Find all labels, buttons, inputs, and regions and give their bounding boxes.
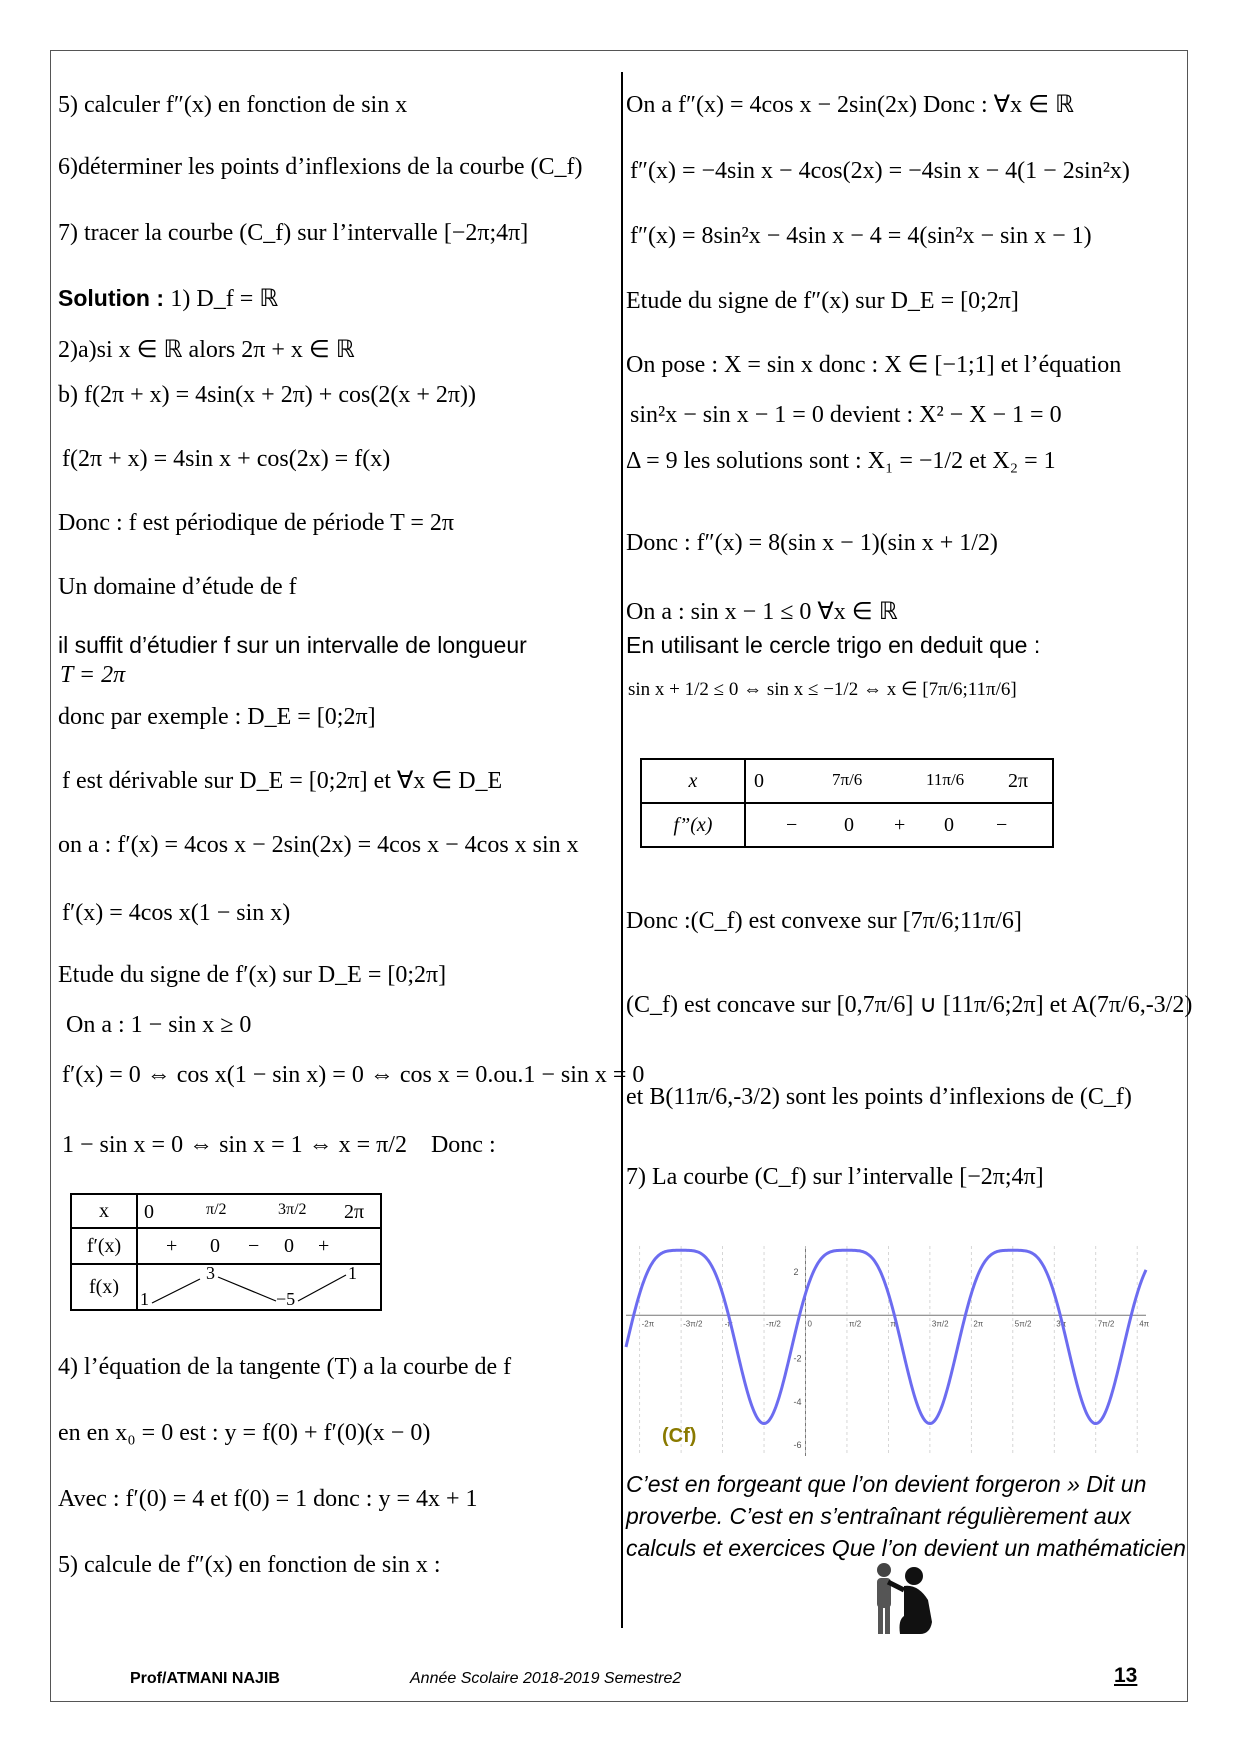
derivative-calc: on a : f′(x) = 4cos x − 2sin(2x) = 4cos x − 4cos x sin x: [58, 832, 579, 858]
x-tick-label: π/2: [848, 1319, 862, 1329]
t2-x-11pi6: 11π/6: [926, 770, 965, 789]
student-teacher-icon: [870, 1560, 940, 1638]
t1-x-3pi2: 3π/2: [278, 1201, 307, 1218]
y-tick-label: -6: [793, 1440, 802, 1451]
x-tick-label: 5π/2: [1014, 1319, 1032, 1329]
curve-chart: [626, 1246, 1150, 1456]
t2-header-x: x: [641, 759, 745, 803]
x-tick-label: 4π: [1139, 1319, 1150, 1329]
t2-fpp-values: [745, 803, 1053, 847]
y-tick-label: -2: [793, 1353, 802, 1364]
t1-x-0: 0: [144, 1201, 154, 1223]
r-line-8: Donc : f″(x) = 8(sin x − 1)(sin x + 1/2): [626, 530, 998, 556]
t1-fprime-values: [137, 1228, 381, 1264]
r-line-9: On a : sin x − 1 ≤ 0 ∀x ∈ ℝ: [626, 599, 898, 625]
suffit-line: il suffit d’étudier f sur un intervalle de longueur: [58, 632, 527, 658]
arrow-decreasing: [218, 1277, 276, 1301]
t2-sign-minus-1: −: [786, 814, 798, 836]
x-tick-label: -3π/2: [683, 1319, 703, 1329]
t2-x-0: 0: [754, 770, 764, 792]
donc-label: Donc :: [430, 1132, 496, 1158]
second-derivative-title: 5) calcule de f″(x) en fonction de sin x :: [58, 1552, 441, 1578]
t1-f-max: 3: [206, 1263, 215, 1283]
t2-zero-1: 0: [844, 814, 854, 836]
r-line-7: Δ = 9 les solutions sont : X₁ = −1/2 et X₂ = 1: [626, 448, 1056, 474]
r-line-10: En utilisant le cercle trigo en deduit que :: [626, 632, 1041, 658]
t1-header-x: x: [71, 1194, 137, 1228]
x-tick-label: -2π: [641, 1319, 655, 1329]
footer-author: Prof/ATMANI NAJIB: [130, 1670, 280, 1687]
y-tick-labels: [793, 1267, 801, 1450]
question-7: 7) tracer la courbe (C_f) sur l’intervalle [−2π;4π]: [58, 220, 529, 246]
y-tick-label: 2: [793, 1266, 799, 1277]
question-6: 6)déterminer les points d’inflexions de la courbe (C_f): [58, 154, 583, 180]
step-2c: f(2π + x) = 4sin x + cos(2x) = f(x): [62, 446, 391, 472]
sign-table-2: [640, 758, 1054, 848]
r-line-11: sin x + 1/2 ≤ 0 ⇔ sin x ≤ −1/2 ⇔ x ∈ [7π/6;11π/6]: [628, 679, 1017, 700]
t2-sign-plus: +: [894, 814, 906, 836]
solution-1: 1) D_f = ℝ: [170, 286, 279, 312]
r-line-5: On pose : X = sin x donc : X ∈ [−1;1] et l’équation: [626, 352, 1122, 378]
tangent-line-1: 4) l’équation de la tangente (T) a la courbe de f: [58, 1354, 512, 1380]
tangent-line-2: en en x₀ = 0 est : y = f(0) + f′(0)(x − 0): [58, 1420, 431, 1446]
sign-study: Etude du signe de f′(x) sur D_E = [0;2π]: [58, 962, 447, 988]
solution-line: [58, 283, 278, 314]
t1-sign-plus-1: +: [166, 1235, 178, 1257]
r-line-4: Etude du signe de f″(x) sur D_E = [0;2π]: [626, 288, 1019, 314]
y-tick-label: -4: [793, 1396, 802, 1407]
t1-zero-1: 0: [210, 1235, 220, 1257]
cf-series-label: (Cf): [662, 1425, 697, 1447]
zero-equation: f′(x) = 0 ⇔ cos x(1 − sin x) = 0 ⇔ cos x = 0.ou.1 − sin x = 0: [62, 1062, 645, 1088]
footer-page-number: 13: [1114, 1664, 1138, 1687]
x-tick-label: 7π/2: [1097, 1319, 1115, 1329]
r-line-1: On a f″(x) = 4cos x − 2sin(2x) Donc : ∀x ∈ ℝ: [626, 92, 1074, 118]
domain-line: Un domaine d’étude de f: [58, 574, 297, 600]
footer-year: Année Scolaire 2018-2019 Semestre2: [410, 1670, 682, 1687]
period-value: T = 2π: [60, 662, 126, 688]
t1-zero-2: 0: [284, 1235, 294, 1257]
r-line-6: sin²x − sin x − 1 = 0 devient : X² − X − 1 = 0: [630, 402, 1062, 428]
solution-label: Solution :: [58, 285, 165, 311]
t1-f-end: 1: [348, 1263, 357, 1283]
r-concave: (C_f) est concave sur [0,7π/6] ∪ [11π/6;2π] et A(7π/6,-3/2): [626, 992, 1193, 1018]
t2-x-values: [745, 759, 1053, 803]
example-domain: donc par exemple : D_E = [0;2π]: [58, 704, 376, 730]
t1-f-values: [137, 1264, 381, 1310]
derivable-line: f est dérivable sur D_E = [0;2π] et ∀x ∈ D_E: [62, 768, 503, 794]
r-line-2: f″(x) = −4sin x − 4cos(2x) = −4sin x − 4(1 − 2sin²x): [630, 158, 1130, 184]
derivative-factored: f′(x) = 4cos x(1 − sin x): [62, 900, 291, 926]
r-curve-title: 7) La courbe (C_f) sur l’intervalle [−2π;4π]: [626, 1164, 1044, 1190]
motivational-quote: C’est en forgeant que l’on devient forgeron » Dit un proverbe. C’est en s’entraînant régulièrement aux calculs et exercices Que l’on devient un mathématicien: [626, 1471, 1186, 1561]
step-2a: 2)a)si x ∈ ℝ alors 2π + x ∈ ℝ: [58, 337, 355, 363]
r-convex: Donc :(C_f) est convexe sur [7π/6;11π/6]: [626, 908, 1022, 934]
t1-x-2pi: 2π: [344, 1201, 365, 1223]
question-5: 5) calculer f″(x) en fonction de sin x: [58, 92, 408, 118]
cf-series-line: [626, 1250, 1146, 1423]
x-tick-label: 2π: [973, 1319, 984, 1329]
t1-x-values: [137, 1194, 381, 1228]
x-tick-label: 3π/2: [931, 1319, 949, 1329]
t1-sign-plus-2: +: [318, 1235, 330, 1257]
step-2b: b) f(2π + x) = 4sin(x + 2π) + cos(2(x + 2π)): [58, 382, 476, 408]
r-inflexion: et B(11π/6,-3/2) sont les points d’inflexions de (C_f): [626, 1084, 1132, 1110]
x-tick-label: 3π: [1056, 1319, 1067, 1329]
t2-header-fpp: f”(x): [641, 803, 745, 847]
t1-sign-minus: −: [248, 1235, 260, 1257]
periodic-line: Donc : f est périodique de période T = 2π: [58, 510, 454, 536]
solve-equation: 1 − sin x = 0 ⇔ sin x = 1 ⇔ x = π/2: [62, 1132, 407, 1158]
column-divider: [621, 72, 623, 1628]
x-tick-label: -π: [724, 1319, 733, 1329]
t1-header-fprime: f′(x): [71, 1228, 137, 1264]
t2-sign-minus-2: −: [996, 814, 1008, 836]
t1-x-pi2: π/2: [206, 1201, 227, 1218]
solve-line: [62, 1130, 496, 1160]
arrow-increasing-2: [298, 1275, 346, 1301]
x-tick-label: 0: [807, 1319, 812, 1329]
x-tick-label: -π/2: [766, 1319, 781, 1329]
tangent-result: Avec : f′(0) = 4 et f(0) = 1 donc : y = 4x + 1: [58, 1486, 478, 1512]
x-tick-label: π: [890, 1319, 896, 1329]
t2-x-2pi: 2π: [1008, 770, 1029, 792]
t1-f-min: −5: [276, 1289, 296, 1309]
t1-f-start: 1: [140, 1289, 149, 1309]
t2-x-7pi6: 7π/6: [832, 770, 863, 789]
t1-header-f: f(x): [71, 1264, 137, 1310]
r-line-3: f″(x) = 8sin²x − 4sin x − 4 = 4(sin²x − sin x − 1): [630, 223, 1092, 249]
variation-table-1: [70, 1193, 382, 1311]
inequality-line: On a : 1 − sin x ≥ 0: [66, 1012, 252, 1038]
t2-zero-2: 0: [944, 814, 954, 836]
arrow-increasing-1: [152, 1279, 200, 1303]
